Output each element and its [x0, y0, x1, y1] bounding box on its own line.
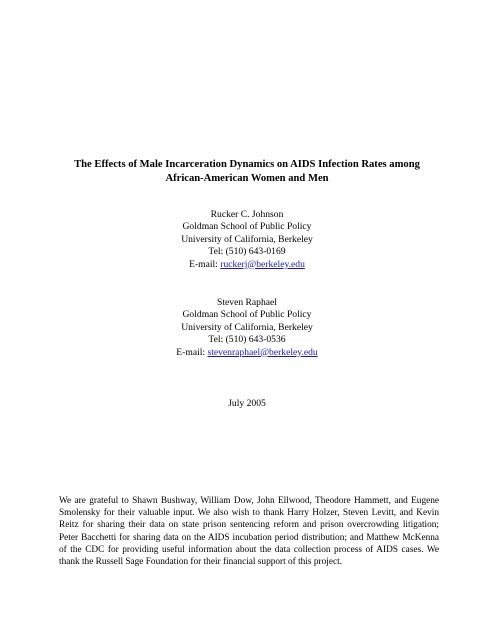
- author-name: Steven Raphael: [217, 297, 277, 308]
- author-name: Rucker C. Johnson: [210, 209, 284, 220]
- author-email-label: E-mail:: [176, 346, 208, 358]
- author-institution: University of California, Berkeley: [181, 233, 313, 245]
- author-phone: Tel: (510) 643-0169: [208, 246, 286, 258]
- author-affiliation: Goldman School of Public Policy: [182, 221, 312, 233]
- author-email-label: E-mail:: [189, 258, 221, 270]
- paper-title-line-1: The Effects of Male Incarceration Dynamics on AIDS Infection Rates among: [74, 159, 420, 170]
- acknowledgments-paragraph: We are grateful to Shawn Bushway, William Dow, John Ellwood, Theodore Hammett, and Eugene Smolensky for their valuable input. We also wish to thank Harry Holzer, Steven Levitt, and Kevin Reitz for sharing their data on state prison sentencing reform and prison overcrowding litigation; Peter Bacchetti for sharing data on the AIDS incubation period distribution; and Matthew McKenna of the CDC for providing useful information about the data collection process of AIDS cases. We thank the Russell Sage Foundation for their financial support of this project.: [59, 496, 439, 568]
- author-institution: University of California, Berkeley: [181, 321, 313, 333]
- author-block-raphael: [100, 297, 394, 359]
- paper-title-line-2: African-American Women and Men: [165, 173, 329, 184]
- author-phone: Tel: (510) 643-0536: [208, 334, 286, 346]
- author-email-line: [100, 347, 394, 359]
- author-email-line: [100, 259, 394, 271]
- paper-date: July 2005: [228, 398, 266, 409]
- author-email-link[interactable]: stevenraphael@berkeley.edu: [207, 346, 318, 358]
- paper-title: [40, 158, 454, 186]
- author-email-link[interactable]: ruckerj@berkeley.edu: [220, 258, 305, 270]
- author-affiliation: Goldman School of Public Policy: [182, 309, 312, 321]
- author-block-johnson: [100, 209, 394, 271]
